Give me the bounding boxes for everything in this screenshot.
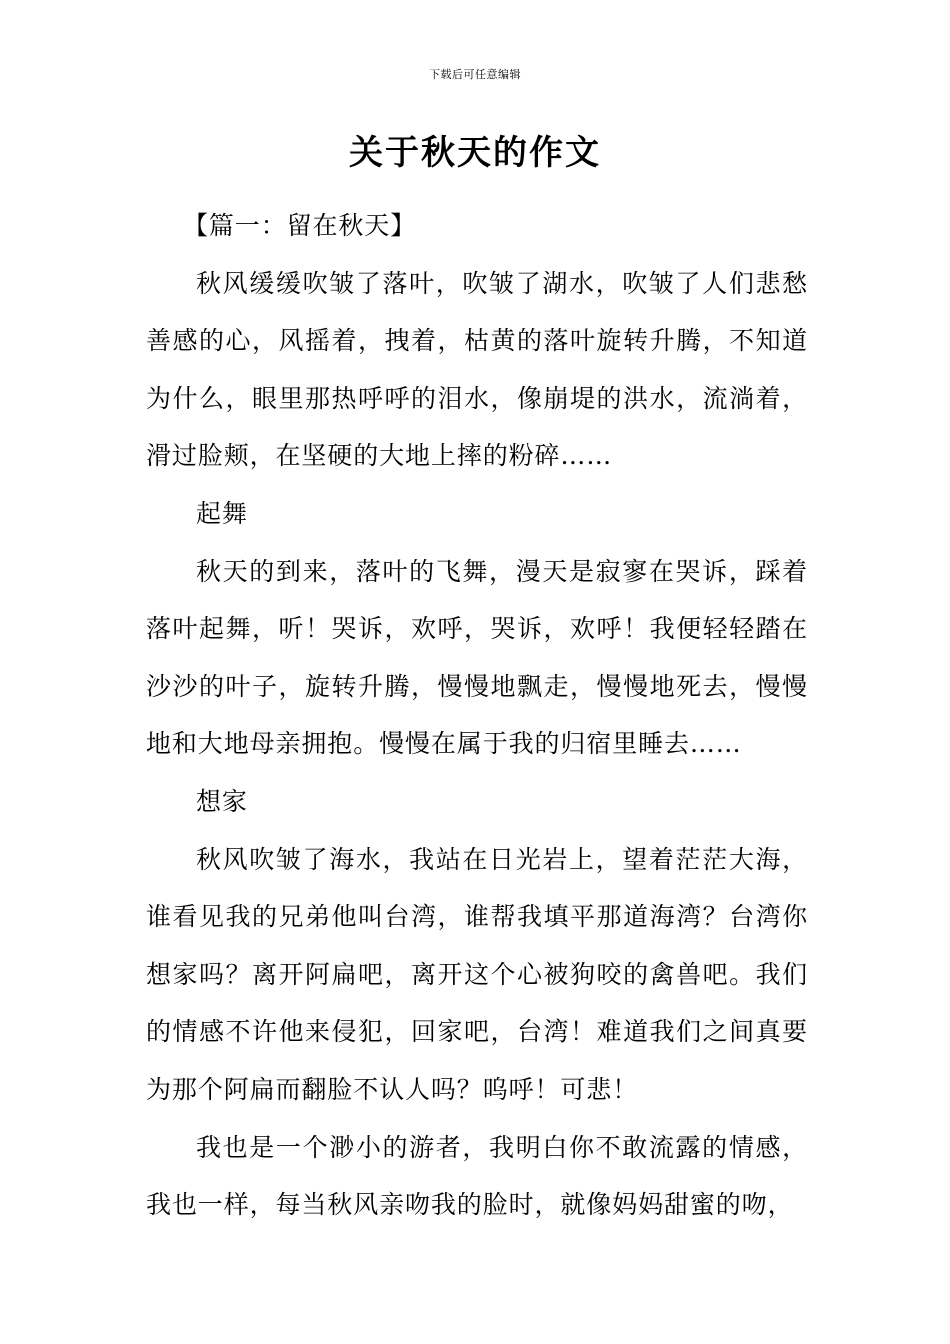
paragraph-3: 秋风吹皱了海水，我站在日光岩上，望着茫茫大海，谁看见我的兄弟他叫台湾，谁帮我填平那道海湾？台湾你想家吗？离开阿扁吧，离开这个心被狗咬的禽兽吧。我们的情感不许他来侵犯，回家吧，台湾！难道我们之间真要为那个阿扁而翻脸不认人吗？呜呼！可悲！ xyxy=(146,844,808,1104)
page-header-note: 下载后可任意编辑 xyxy=(429,68,521,81)
paragraph-2: 秋天的到来，落叶的飞舞，漫天是寂寥在哭诉，踩着落叶起舞，听！哭诉，欢呼，哭诉，欢呼！我便轻轻踏在沙沙的叶子，旋转升腾，慢慢地飘走，慢慢地死去，慢慢地和大地母亲拥抱。慢慢在属于我的归宿里睡去…… xyxy=(146,556,808,759)
section-heading: 【篇一：留在秋天】 xyxy=(183,211,417,240)
paragraph-4: 我也是一个渺小的游者，我明白你不敢流露的情感，我也一样，每当秋风亲吻我的脸时，就像妈妈甜蜜的吻， xyxy=(146,1132,808,1220)
document-title: 关于秋天的作文 xyxy=(349,133,601,173)
subheading-xiangjia: 想家 xyxy=(196,786,248,816)
document-body xyxy=(146,197,808,1234)
paragraph-1: 秋风缓缓吹皱了落叶，吹皱了湖水，吹皱了人们悲愁善感的心，风摇着，拽着，枯黄的落叶旋转升腾，不知道为什么，眼里那热呼呼的泪水，像崩堤的洪水，流淌着，滑过脸颊，在坚硬的大地上摔的粉碎…… xyxy=(146,268,808,471)
subheading-qiwu: 起舞 xyxy=(196,498,248,528)
